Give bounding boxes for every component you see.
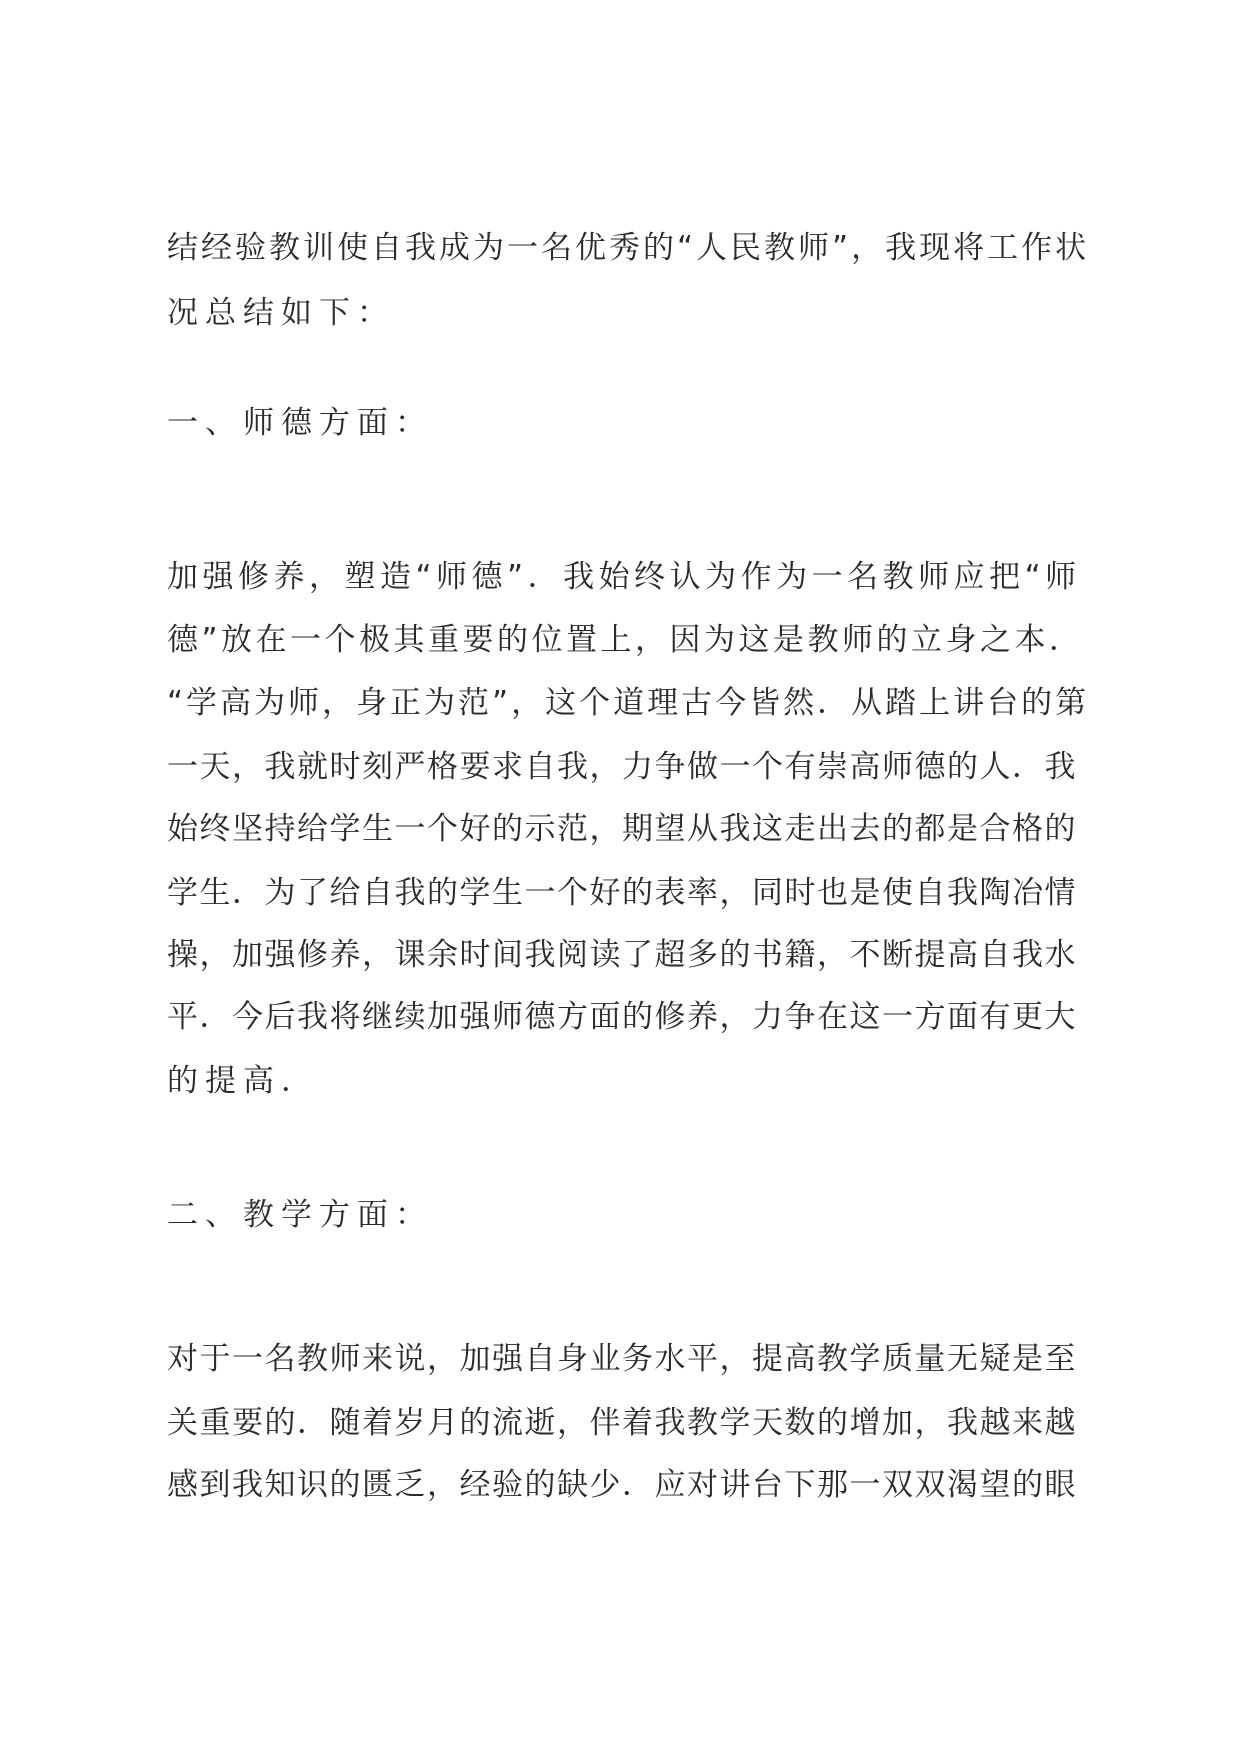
section1-line-5: 始终坚持给学生一个好的示范，期望从我这走出去的都是合格的 xyxy=(167,811,1077,847)
section1-line-3: “学高为师，身正为范”，这个道理古今皆然．从踏上讲台的第 xyxy=(167,685,1090,721)
section1-line-1: 加强修养，塑造“师德”．我始终认为作为一名教师应把“师 xyxy=(167,559,1081,595)
intro-line-2: 况总结如下： xyxy=(167,295,395,331)
section1-line-8: 平．今后我将继续加强师德方面的修养，力争在这一方面有更大 xyxy=(167,999,1077,1035)
section2-line-2: 关重要的．随着岁月的流逝，伴着我教学天数的增加，我越来越 xyxy=(167,1405,1077,1441)
section-heading-2: 二、教学方面： xyxy=(167,1197,433,1233)
section-heading-1: 一、师德方面： xyxy=(167,405,433,441)
section1-line-9: 的提高． xyxy=(167,1063,319,1099)
section1-line-4: 一天，我就时刻严格要求自我，力争做一个有崇高师德的人．我 xyxy=(167,749,1077,785)
section1-line-2: 德”放在一个极其重要的位置上，因为这是教师的立身之本． xyxy=(167,622,1084,658)
section1-line-7: 操，加强修养，课余时间我阅读了超多的书籍，不断提高自我水 xyxy=(167,937,1077,973)
section2-line-3: 感到我知识的匮乏，经验的缺少．应对讲台下那一双双渴望的眼 xyxy=(167,1467,1077,1503)
section1-line-6: 学生．为了给自我的学生一个好的表率，同时也是使自我陶冶情 xyxy=(167,875,1077,911)
intro-line-1: 结经验教训使自我成为一名优秀的“人民教师”，我现将工作状 xyxy=(167,230,1090,266)
section2-line-1: 对于一名教师来说，加强自身业务水平，提高教学质量无疑是至 xyxy=(167,1341,1077,1377)
